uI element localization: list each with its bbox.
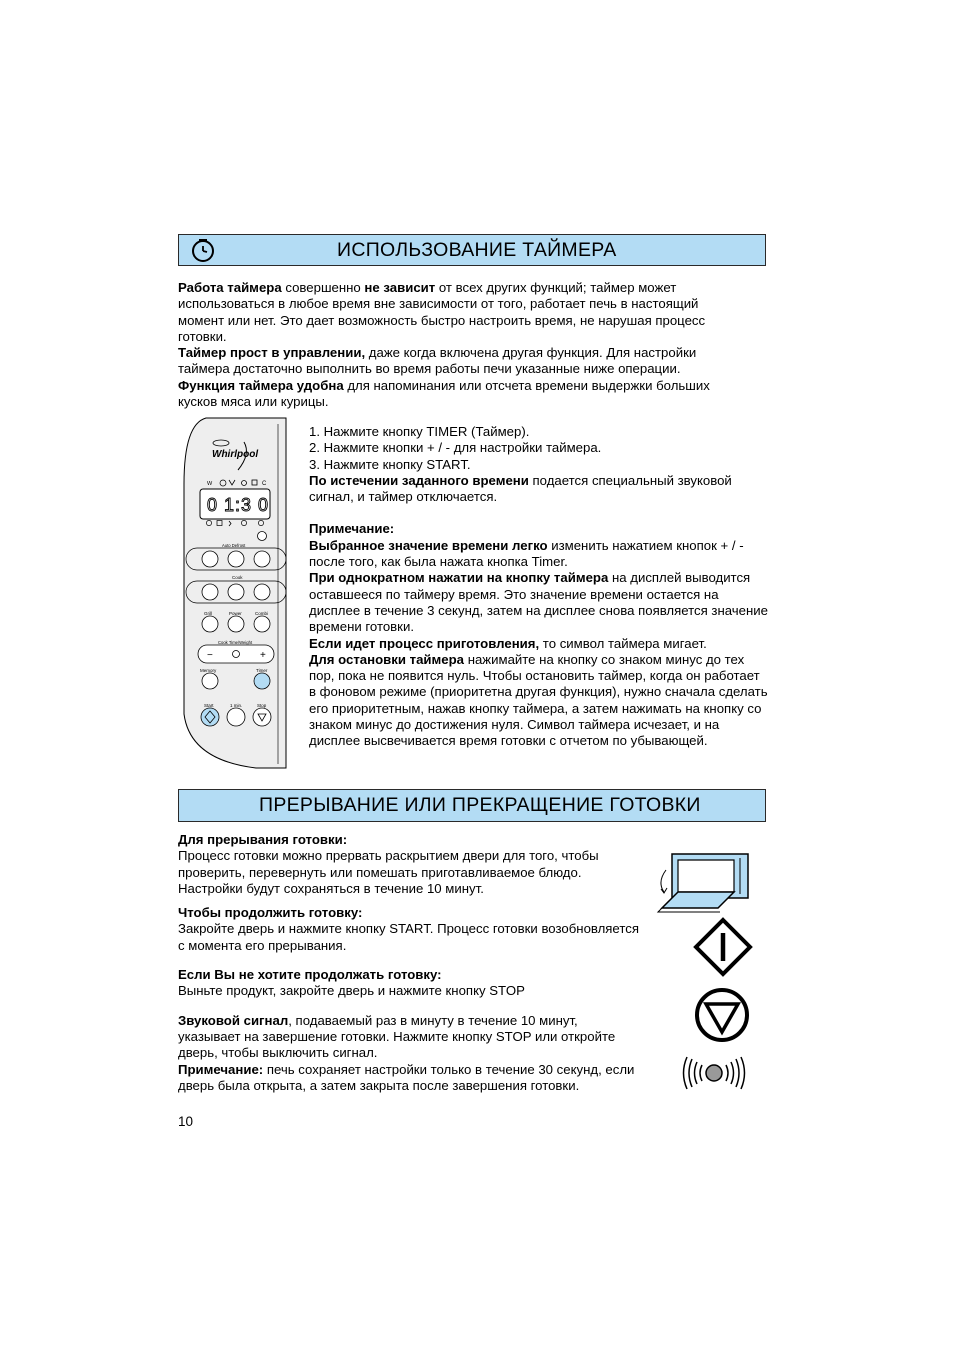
panel-label-cook: Cook	[232, 575, 243, 580]
panel-one-min-button	[227, 708, 245, 726]
note4-bold: Для остановки таймера	[309, 651, 465, 667]
panel-plus-sign: +	[260, 650, 266, 661]
stop-h2: Чтобы продолжить готовку:	[178, 905, 363, 921]
oven-door-open-icon	[656, 848, 756, 914]
note1-bold: Выбранное значение времени легко	[309, 537, 548, 553]
panel-label-stop: Stop	[257, 703, 267, 708]
note3-text: то символ таймера мигает.	[539, 635, 707, 651]
control-panel-illustration	[176, 414, 296, 774]
note1-text: изменить нажатием кнопок + / - после того, как была нажата кнопка Timer.	[309, 537, 744, 570]
note3-bold: Если идет процесс приготовления,	[309, 635, 540, 651]
timer-step-1: 1. Нажмите кнопку TIMER (Таймер).	[309, 424, 530, 439]
stop-h4-bold: Звуковой сигнал	[178, 1012, 289, 1028]
expiry-text: подается специальный звуковой сигнал, и таймер отключается.	[309, 472, 732, 505]
intro-p1-bold1: Работа таймера	[178, 280, 282, 295]
timer-instructions	[309, 424, 769, 750]
clock-icon	[190, 237, 216, 263]
expiry-bold: По истечении заданного времени	[309, 472, 529, 488]
panel-display-digits: 0 1:3 0	[207, 495, 270, 515]
panel-label-auto-defrost: Auto Defrost	[222, 543, 246, 548]
panel-label-grill: Grill	[204, 611, 212, 616]
stop-h5-text: печь сохраняет настройки только в течение 30 секунд, если дверь была открыта, а затем закрыта после завершения готовки.	[178, 1061, 635, 1093]
panel-timer-button	[254, 673, 270, 689]
intro-p1-text2: от всех других функций; таймер может использоваться в любое время вне зависимости от того, работает печь в настоящий момент или нет. Это дает возможность быстро настроить время, не нарушая процесс готовки.	[178, 280, 706, 344]
stop-section-text	[178, 832, 640, 1094]
panel-label-timer: Timer	[256, 668, 268, 673]
page-number: 10	[178, 1114, 194, 1129]
timer-section-title: ИСПОЛЬЗОВАНИЕ ТАЙМЕРА	[337, 239, 617, 261]
note2-text: на дисплей выводится оставшееся по таймеру время. Это значение времени остается на дисплее в течение 3 секунд, затем на дисплее снова появляется значение времени готовки.	[309, 570, 768, 635]
stop-section-title: ПРЕРЫВАНИЕ ИЛИ ПРЕКРАЩЕНИЕ ГОТОВКИ	[259, 794, 701, 816]
panel-label-one-min: 1 min.	[230, 703, 243, 708]
stop-triangle-icon	[693, 986, 751, 1044]
intro-p3-bold: Функция таймера удобна	[178, 377, 344, 393]
stop-section-header	[178, 789, 766, 822]
panel-stop-button	[253, 708, 271, 726]
intro-p1-bold2: не зависит	[364, 280, 436, 295]
intro-p2-bold: Таймер прост в управлении,	[178, 345, 366, 361]
stop-h5-bold: Примечание:	[178, 1061, 264, 1077]
note2-bold: При однократном нажатии на кнопку таймера	[309, 570, 609, 586]
timer-section-header	[178, 234, 766, 266]
panel-label-memory: Memory	[200, 668, 217, 673]
start-diamond-icon	[693, 917, 753, 977]
note4-text: нажимайте на кнопку со знаком минус до тех пор, пока не появится нуль. Чтобы остановить таймер, когда он работает в фоновом режиме (приоритетна другая функция), нужно сначала сделать его приоритетным, нажав кнопку таймера, а затем нажимать на кнопку со знаком минус до достижения нуля. Символ таймера исчезает, и на дисплее высвечивается время готовки с отчетом по убывающей.	[309, 651, 768, 749]
stop-h4-text: , подаваемый раз в минуту в течение 10 минут, указывает на завершение готовки. Нажмите кнопку STOP или откройте дверь, чтобы выключить сигнал.	[178, 1012, 616, 1061]
svg-text:W: W	[207, 481, 213, 487]
panel-minus-sign: −	[207, 650, 213, 661]
intro-p2-text: даже когда включена другая функция. Для настройки таймера достаточно выполнить во время работы печи указанные ниже операции.	[178, 345, 697, 377]
panel-label-start: Start	[204, 703, 214, 708]
panel-brand-logo: Whirlpool	[212, 449, 259, 460]
stop-t2: Закройте дверь и нажмите кнопку START. Процесс готовки возобновляется с момента его прерывания.	[178, 921, 639, 953]
intro-p1-text1: совершенно	[281, 280, 365, 295]
panel-row-plus-minus	[198, 645, 274, 663]
panel-memory-button	[202, 673, 218, 689]
timer-intro	[178, 280, 738, 410]
intro-p3-text: для напоминания или отсчета времени выдержки больших кусков мяса или курицы.	[178, 377, 710, 410]
stop-h3: Если Вы не хотите продолжать готовку:	[178, 967, 442, 983]
stop-h1: Для прерывания готовки:	[178, 832, 348, 847]
timer-step-3: 3. Нажмите кнопку START.	[309, 456, 471, 472]
sound-signal-icon	[679, 1056, 749, 1090]
panel-row-grill-power-combi	[202, 616, 270, 632]
timer-note-title: Примечание:	[309, 521, 395, 537]
stop-t1: Процесс готовки можно прервать раскрытием двери для того, чтобы проверить, перевернуть или помешать приготавливаемое блюдо. Настройки будут сохраняться в течение 10 минут.	[178, 848, 599, 896]
svg-text:C: C	[262, 481, 267, 487]
panel-label-combi: Combi	[255, 611, 269, 616]
timer-step-2: 2. Нажмите кнопки + / - для настройки таймера.	[309, 440, 602, 456]
panel-label-cook-time-weight: Cook Time/Weight	[218, 640, 253, 645]
panel-label-power: Power	[229, 611, 242, 616]
stop-t3: Выньте продукт, закройте дверь и нажмите кнопку STOP	[178, 983, 525, 999]
